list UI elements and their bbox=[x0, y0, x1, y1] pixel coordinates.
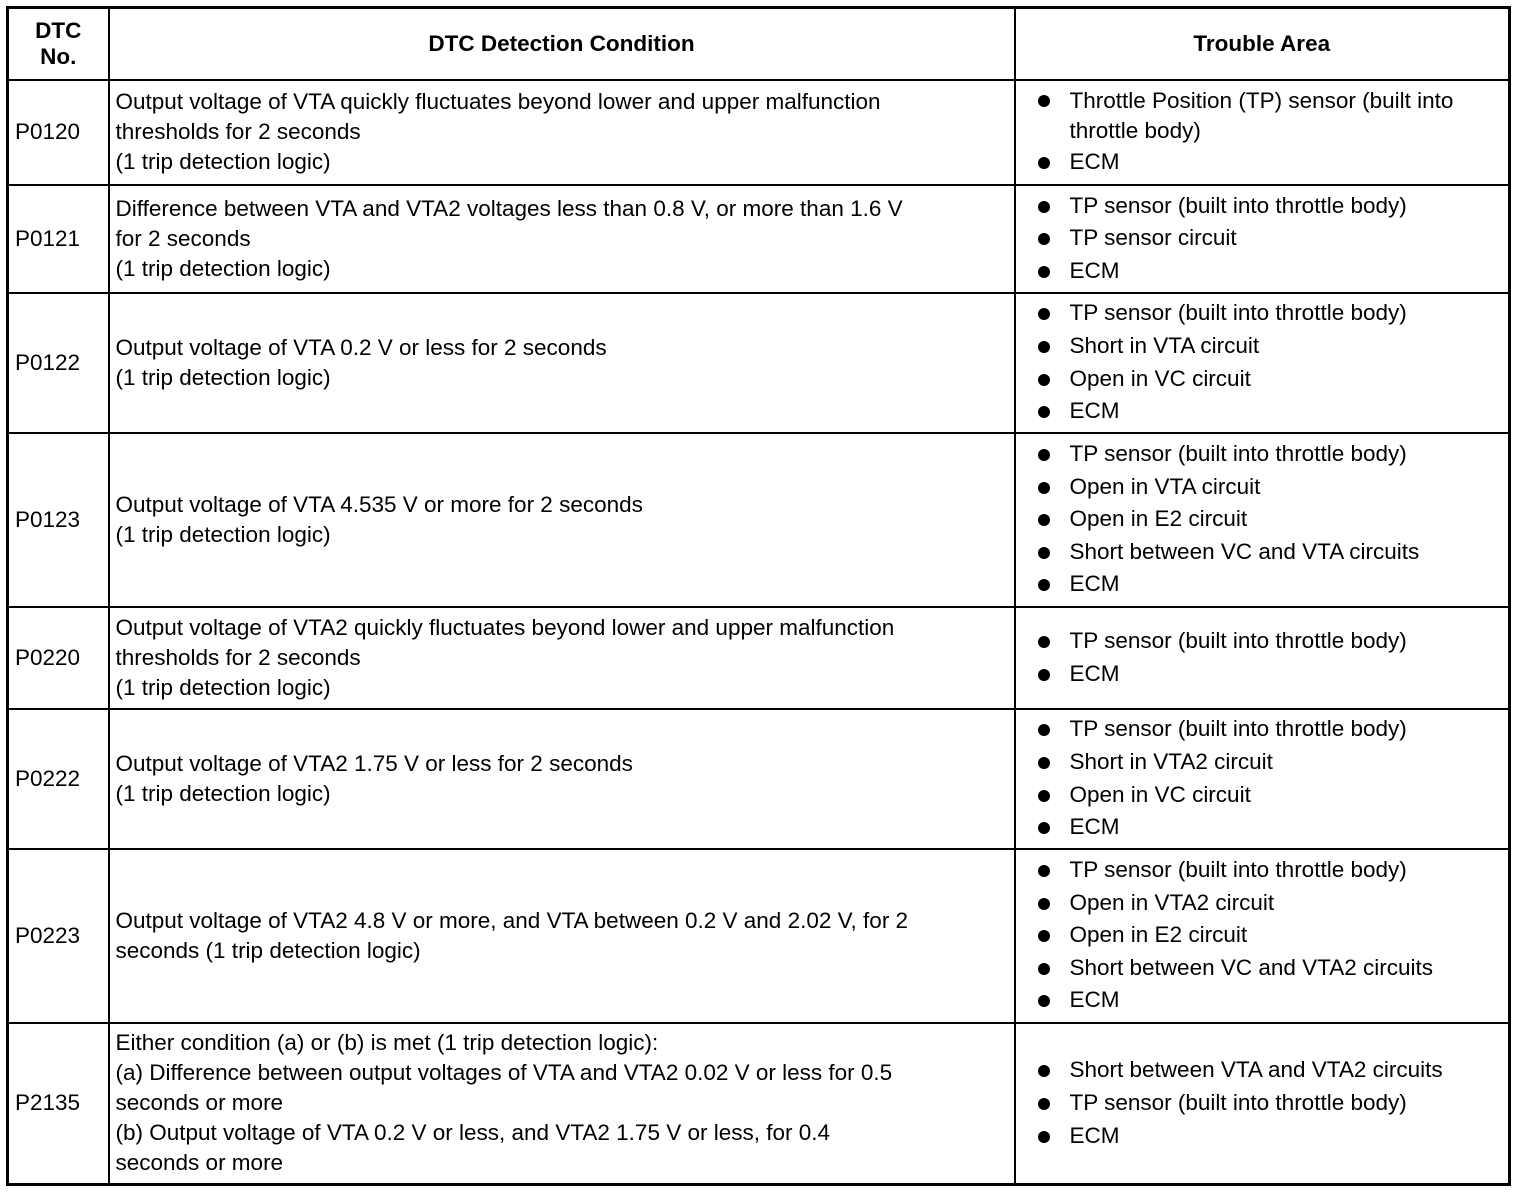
trouble-item bbox=[1038, 952, 1503, 985]
bullet-icon bbox=[1038, 724, 1050, 736]
dtc-table bbox=[6, 6, 1511, 1186]
bullet-icon bbox=[1038, 963, 1050, 975]
condition-line: (a) Difference between output voltages of VTA and VTA2 0.02 V or less for 0.5 bbox=[115, 1060, 893, 1086]
condition-line: (1 trip detection logic) bbox=[115, 255, 331, 281]
bullet-icon bbox=[1038, 636, 1050, 648]
condition-line: (1 trip detection logic) bbox=[115, 780, 331, 806]
condition-line: Output voltage of VTA 0.2 V or less for 2 seconds bbox=[115, 334, 607, 360]
condition-line: (1 trip detection logic) bbox=[115, 149, 331, 174]
trouble-area-cell bbox=[1015, 1023, 1510, 1185]
header-trouble-area: Trouble Area bbox=[1015, 8, 1510, 80]
trouble-item bbox=[1038, 86, 1503, 146]
trouble-item-label: Open in E2 circuit bbox=[1069, 506, 1248, 532]
detection-condition-cell bbox=[109, 185, 1015, 293]
trouble-item-label: Open in VC circuit bbox=[1069, 365, 1251, 391]
trouble-item-label: TP sensor circuit bbox=[1069, 225, 1237, 251]
table-row bbox=[8, 709, 1510, 849]
detection-condition-cell bbox=[109, 1023, 1015, 1185]
trouble-area-cell bbox=[1015, 709, 1510, 849]
trouble-item-label: ECM bbox=[1069, 148, 1120, 174]
trouble-item-label: ECM bbox=[1069, 1122, 1120, 1148]
trouble-item-label: TP sensor (built into throttle body) bbox=[1069, 441, 1407, 467]
condition-line: Output voltage of VTA 4.535 V or more for 2 seconds bbox=[115, 491, 643, 517]
condition-line: seconds or more bbox=[115, 1090, 284, 1116]
trouble-item-label: TP sensor (built into throttle body) bbox=[1069, 627, 1407, 653]
dtc-code-cell: P0222 bbox=[8, 709, 109, 849]
bullet-icon bbox=[1038, 406, 1050, 418]
bullet-icon bbox=[1038, 266, 1050, 278]
detection-condition-cell bbox=[109, 80, 1015, 185]
dtc-code-cell: P0121 bbox=[8, 185, 109, 293]
trouble-item-label: Open in VC circuit bbox=[1069, 781, 1251, 807]
bullet-icon bbox=[1038, 482, 1050, 494]
trouble-list bbox=[1016, 190, 1509, 288]
bullet-icon bbox=[1038, 157, 1050, 169]
detection-condition-cell bbox=[109, 709, 1015, 849]
trouble-item-label: Open in VTA2 circuit bbox=[1069, 889, 1275, 915]
table-header bbox=[8, 8, 1510, 80]
trouble-item bbox=[1038, 330, 1503, 363]
condition-line: (b) Output voltage of VTA 0.2 V or less, and VTA2 1.75 V or less, for 0.4 bbox=[115, 1120, 831, 1146]
trouble-item-label: ECM bbox=[1069, 571, 1120, 597]
header-dtc-no: DTC No. bbox=[8, 8, 109, 80]
trouble-item-label: ECM bbox=[1069, 987, 1120, 1013]
table-row bbox=[8, 80, 1510, 185]
bullet-icon bbox=[1038, 930, 1050, 942]
condition-line: Output voltage of VTA2 quickly fluctuates beyond lower and upper malfunction bbox=[115, 614, 895, 640]
trouble-item bbox=[1038, 658, 1503, 691]
table-row bbox=[8, 433, 1510, 607]
dtc-code-cell: P0223 bbox=[8, 849, 109, 1023]
condition-line: thresholds for 2 seconds bbox=[115, 644, 361, 670]
table-row bbox=[8, 185, 1510, 293]
bullet-icon bbox=[1038, 995, 1050, 1007]
trouble-item bbox=[1038, 854, 1503, 887]
condition-line: (1 trip detection logic) bbox=[115, 674, 331, 700]
dtc-code-cell: P0123 bbox=[8, 433, 109, 607]
trouble-item bbox=[1038, 568, 1503, 601]
trouble-item bbox=[1038, 1120, 1503, 1153]
trouble-area-cell bbox=[1015, 607, 1510, 709]
bullet-icon bbox=[1038, 822, 1050, 834]
trouble-item-label: ECM bbox=[1069, 814, 1120, 840]
bullet-icon bbox=[1038, 449, 1050, 461]
bullet-icon bbox=[1038, 341, 1050, 353]
bullet-icon bbox=[1038, 865, 1050, 877]
trouble-item bbox=[1038, 297, 1503, 330]
dtc-code-cell: P2135 bbox=[8, 1023, 109, 1185]
trouble-list bbox=[1016, 297, 1509, 427]
trouble-item-label: Short between VC and VTA circuits bbox=[1069, 538, 1420, 564]
bullet-icon bbox=[1038, 1065, 1050, 1077]
bullet-icon bbox=[1038, 95, 1050, 107]
header-detection-condition: DTC Detection Condition bbox=[109, 8, 1015, 80]
trouble-list bbox=[1016, 1054, 1509, 1152]
trouble-item bbox=[1038, 255, 1503, 288]
bullet-icon bbox=[1038, 233, 1050, 245]
bullet-icon bbox=[1038, 308, 1050, 320]
trouble-item-label: ECM bbox=[1069, 660, 1120, 686]
trouble-item-label: TP sensor (built into throttle body) bbox=[1069, 1089, 1407, 1115]
trouble-item bbox=[1038, 625, 1503, 658]
trouble-area-cell bbox=[1015, 80, 1510, 185]
table-row bbox=[8, 1023, 1510, 1185]
bullet-icon bbox=[1038, 374, 1050, 386]
condition-line: seconds or more bbox=[115, 1150, 284, 1176]
bullet-icon bbox=[1038, 790, 1050, 802]
bullet-icon bbox=[1038, 669, 1050, 681]
trouble-area-cell bbox=[1015, 185, 1510, 293]
bullet-icon bbox=[1038, 514, 1050, 526]
trouble-item bbox=[1038, 471, 1503, 504]
trouble-item bbox=[1038, 1054, 1503, 1087]
trouble-item-label: Throttle Position (TP) sensor (built into throttle body) bbox=[1069, 87, 1454, 143]
trouble-item bbox=[1038, 395, 1503, 428]
table-row bbox=[8, 849, 1510, 1023]
detection-condition-cell bbox=[109, 293, 1015, 433]
trouble-item bbox=[1038, 438, 1503, 471]
trouble-item-label: Open in E2 circuit bbox=[1069, 922, 1248, 948]
trouble-item bbox=[1038, 363, 1503, 396]
bullet-icon bbox=[1038, 757, 1050, 769]
condition-line: for 2 seconds bbox=[115, 225, 251, 251]
trouble-item bbox=[1038, 746, 1503, 779]
trouble-list bbox=[1016, 713, 1509, 843]
trouble-list bbox=[1016, 438, 1509, 601]
trouble-item bbox=[1038, 536, 1503, 569]
trouble-list bbox=[1016, 854, 1509, 1017]
bullet-icon bbox=[1038, 547, 1050, 559]
detection-condition-cell bbox=[109, 607, 1015, 709]
trouble-item-label: Short in VTA circuit bbox=[1069, 332, 1260, 358]
trouble-item bbox=[1038, 919, 1503, 952]
trouble-item-label: TP sensor (built into throttle body) bbox=[1069, 192, 1407, 218]
trouble-item bbox=[1038, 887, 1503, 920]
trouble-item-label: Short in VTA2 circuit bbox=[1069, 748, 1273, 774]
bullet-icon bbox=[1038, 579, 1050, 591]
trouble-item bbox=[1038, 811, 1503, 844]
trouble-item-label: Short between VC and VTA2 circuits bbox=[1069, 954, 1434, 980]
condition-line: Output voltage of VTA2 1.75 V or less for 2 seconds bbox=[115, 750, 633, 776]
bullet-icon bbox=[1038, 201, 1050, 213]
trouble-item-label: ECM bbox=[1069, 398, 1120, 424]
table-body bbox=[8, 80, 1510, 1185]
trouble-area-cell bbox=[1015, 293, 1510, 433]
bullet-icon bbox=[1038, 1131, 1050, 1143]
trouble-item bbox=[1038, 1087, 1503, 1120]
bullet-icon bbox=[1038, 898, 1050, 910]
trouble-item-label: Short between VTA and VTA2 circuits bbox=[1069, 1057, 1443, 1083]
table-row bbox=[8, 293, 1510, 433]
condition-line: (1 trip detection logic) bbox=[115, 364, 331, 390]
trouble-item-label: ECM bbox=[1069, 257, 1120, 283]
trouble-list bbox=[1016, 625, 1509, 690]
condition-line: seconds (1 trip detection logic) bbox=[115, 937, 421, 963]
dtc-code-cell: P0120 bbox=[8, 80, 109, 185]
dtc-code-cell: P0122 bbox=[8, 293, 109, 433]
table-row bbox=[8, 607, 1510, 709]
bullet-icon bbox=[1038, 1098, 1050, 1110]
detection-condition-cell bbox=[109, 849, 1015, 1023]
trouble-area-cell bbox=[1015, 433, 1510, 607]
trouble-item-label: Open in VTA circuit bbox=[1069, 473, 1261, 499]
condition-line: Output voltage of VTA2 4.8 V or more, and VTA between 0.2 V and 2.02 V, for 2 bbox=[115, 907, 909, 933]
trouble-item bbox=[1038, 984, 1503, 1017]
condition-line: thresholds for 2 seconds bbox=[115, 119, 361, 144]
trouble-item bbox=[1038, 190, 1503, 223]
condition-line: Difference between VTA and VTA2 voltages less than 0.8 V, or more than 1.6 V bbox=[115, 195, 903, 221]
trouble-item bbox=[1038, 779, 1503, 812]
trouble-item bbox=[1038, 713, 1503, 746]
trouble-area-cell bbox=[1015, 849, 1510, 1023]
condition-line: (1 trip detection logic) bbox=[115, 521, 331, 547]
trouble-item bbox=[1038, 222, 1503, 255]
trouble-item-label: TP sensor (built into throttle body) bbox=[1069, 300, 1407, 326]
detection-condition-cell bbox=[109, 433, 1015, 607]
condition-line: Either condition (a) or (b) is met (1 trip detection logic): bbox=[115, 1030, 659, 1056]
trouble-item-label: TP sensor (built into throttle body) bbox=[1069, 857, 1407, 883]
trouble-item bbox=[1038, 146, 1503, 179]
dtc-code-cell: P0220 bbox=[8, 607, 109, 709]
trouble-list bbox=[1016, 86, 1509, 179]
trouble-item-label: TP sensor (built into throttle body) bbox=[1069, 716, 1407, 742]
trouble-item bbox=[1038, 503, 1503, 536]
condition-line: Output voltage of VTA quickly fluctuates beyond lower and upper malfunction bbox=[115, 89, 881, 114]
